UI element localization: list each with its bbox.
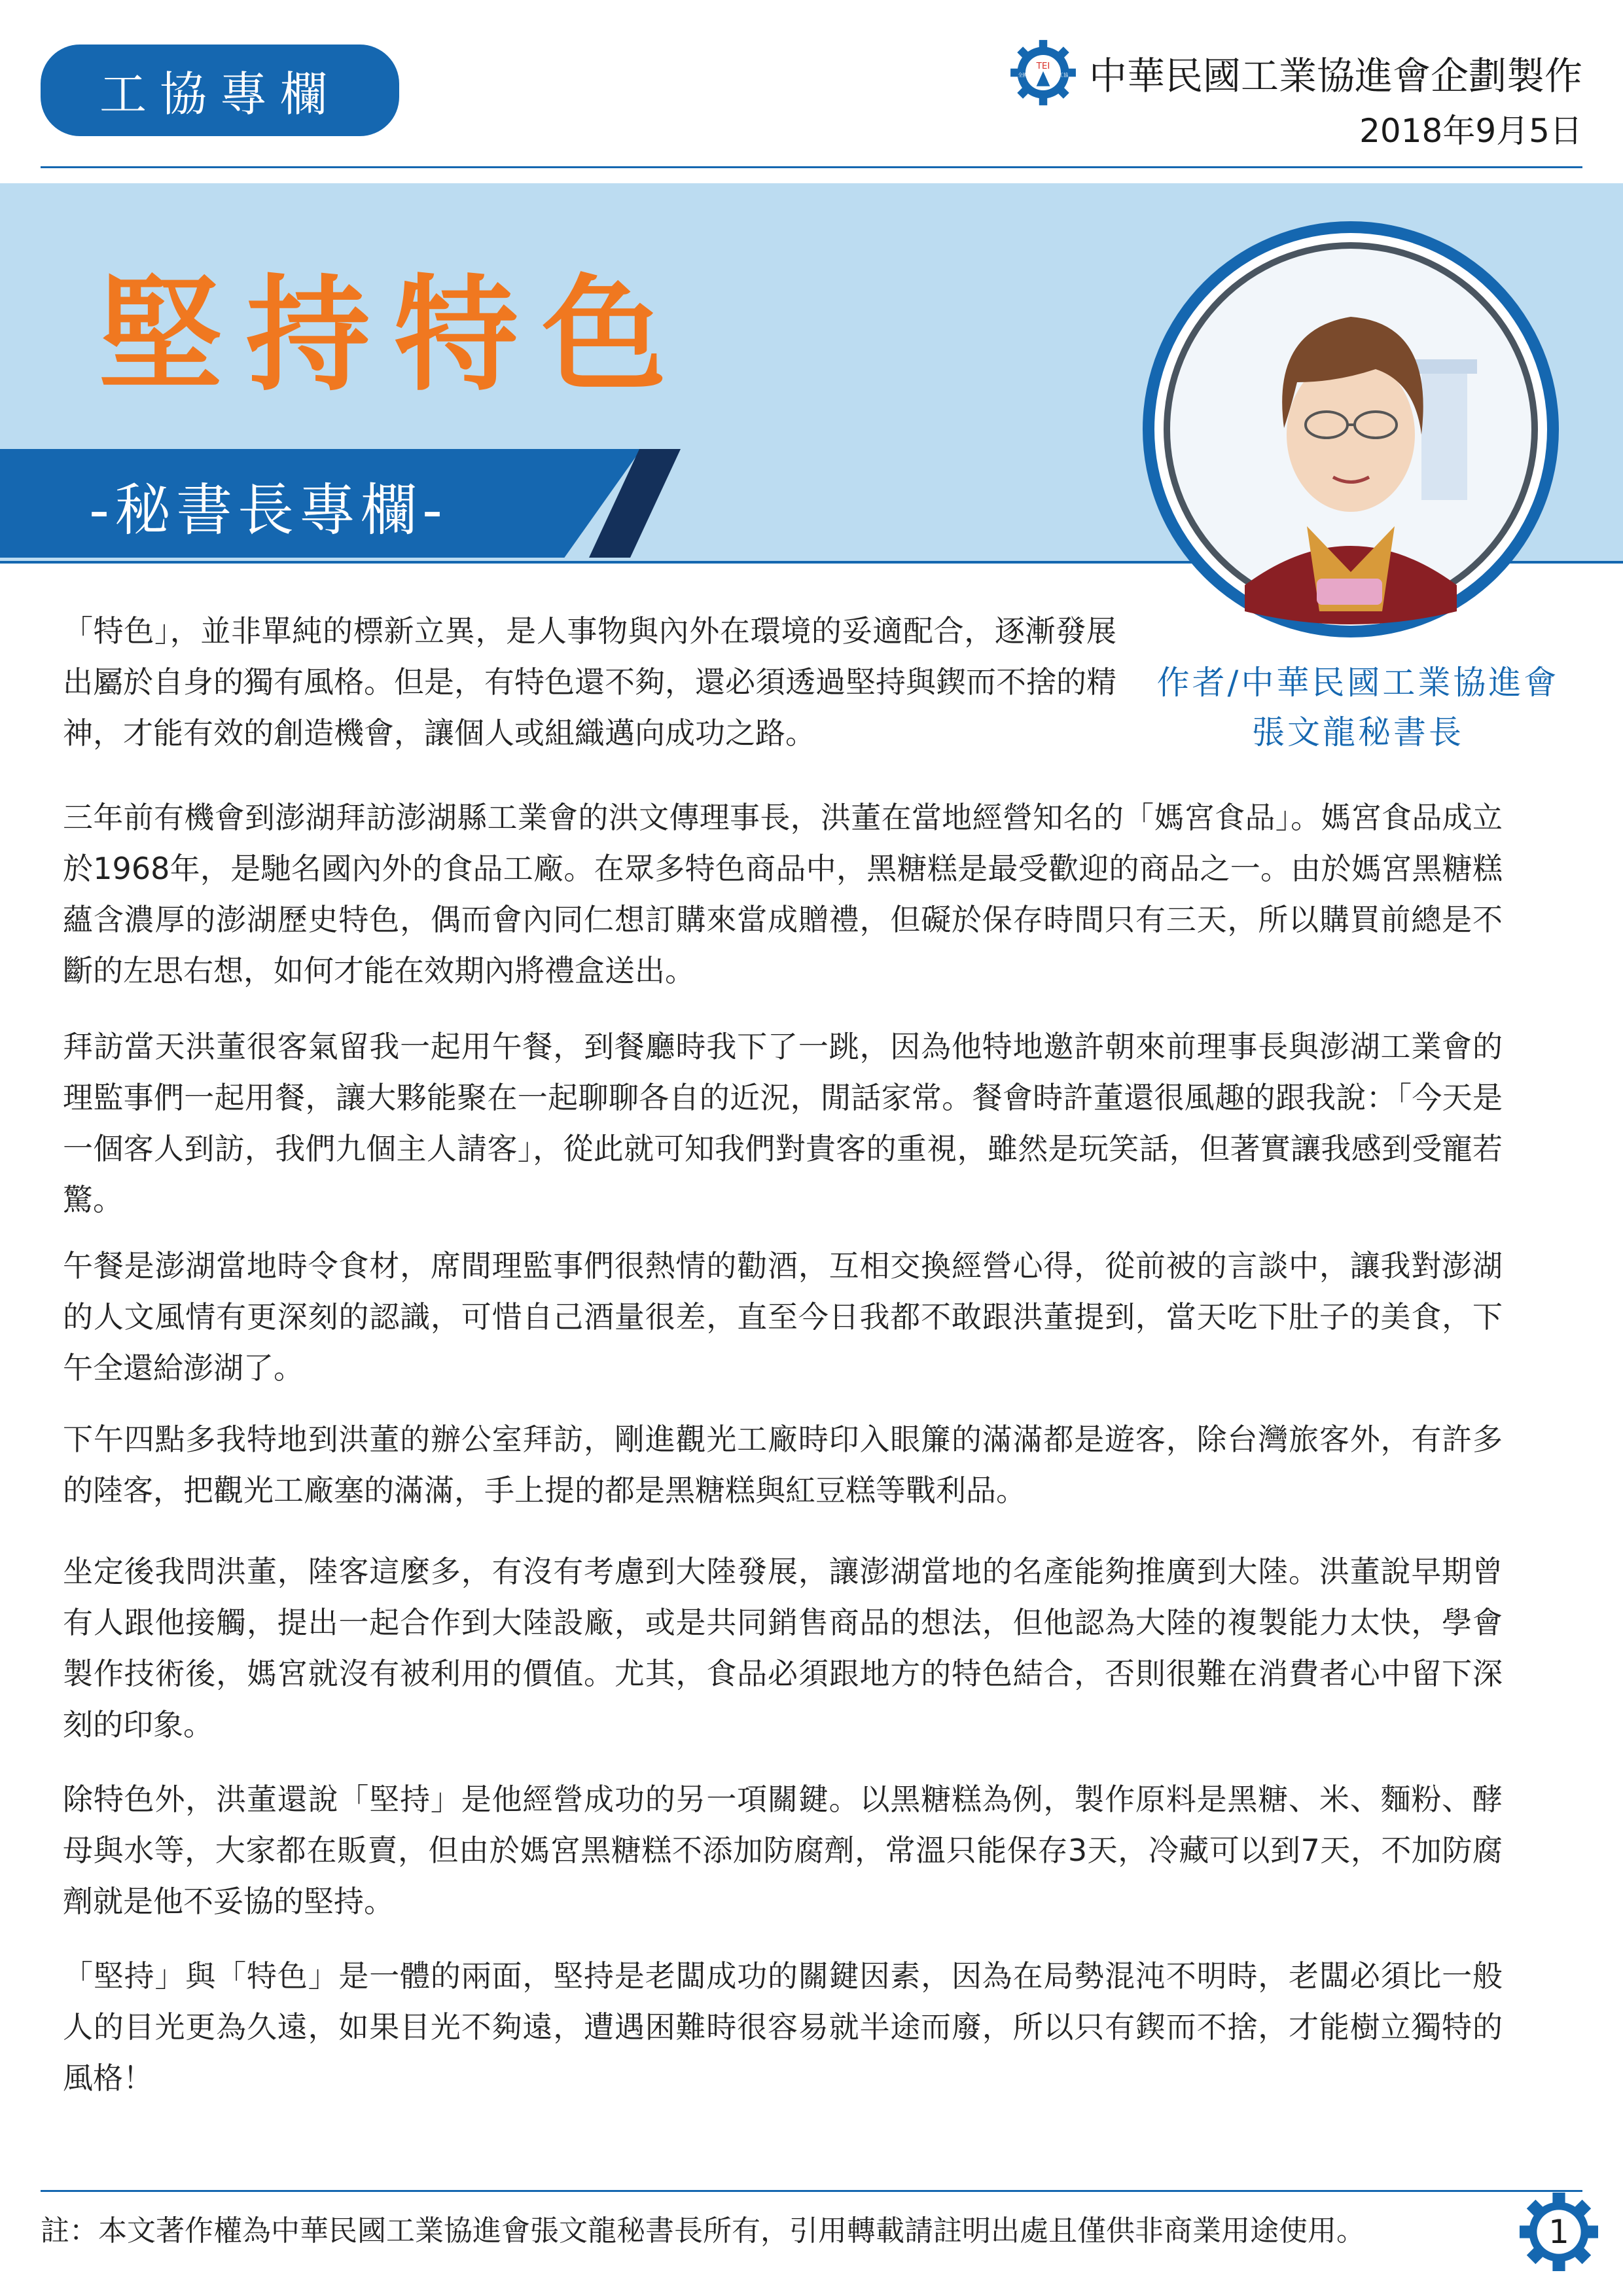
paragraph-5: 下午四點多我特地到洪董的辦公室拜訪，剛進觀光工廠時印入眼簾的滿滿都是遊客，除台灣旅客外，有許多的陸客，把觀光工廠塞的滿滿，手上提的都是黑糖糕與紅豆糕等戰利品。 <box>63 1422 1503 1508</box>
article-title: 堅持特色 <box>98 262 690 408</box>
paragraph-4: 午餐是澎湖當地時令食材，席間理監事們很熱情的勸酒，互相交換經營心得，從前被的言談中，讓我對澎湖的人文風情有更深刻的認識，可惜自己酒量很差，直至今日我都不敢跟洪董提到，當天吃下肚子的美食，下午全還給澎湖了。 <box>63 1248 1503 1386</box>
author-line-2: 張文龍秘書長 <box>1252 713 1464 751</box>
author-portrait <box>1140 219 1561 640</box>
gear-logo-icon <box>1009 39 1077 107</box>
footer-divider <box>41 2190 1582 2192</box>
column-badge: 工協專欄 <box>41 45 399 136</box>
author-line-1: 作者/中華民國工業協進會 <box>1156 664 1560 702</box>
logo-text-right: 工協 <box>1058 72 1069 79</box>
logo-text-left: 全國 <box>1018 72 1028 79</box>
portrait-hands <box>1317 579 1382 605</box>
paragraph-3: 拜訪當天洪董很客氣留我一起用午餐，到餐廳時我下了一跳，因為他特地邀許朝來前理事長與澎湖工業會的理監事們一起用餐，讓大夥能聚在一起聊聊各自的近況，閒話家常。餐會時許董還很風趣的跟我說：「今天是一個客人到訪，我們九個主人請客」，從此就可知我們對貴客的重視，雖然是玩笑話，但著實讓我感到受寵若驚。 <box>63 1029 1503 1217</box>
page-number: 1 <box>1548 2213 1569 2251</box>
organization-header <box>1009 43 1582 102</box>
paragraph-2: 三年前有機會到澎湖拜訪澎湖縣工業會的洪文傳理事長，洪董在當地經營知名的「媽宮食品」。媽宮食品成立於1968年，是馳名國內外的食品工廠。在眾多特色商品中，黑糖糕是最受歡迎的商品之一。由於媽宮黑糖糕蘊含濃厚的澎湖歷史特色，偶而會內同仁想訂購來當成贈禮，但礙於保存時間只有三天，所以購買前總是不斷的左思右想，如何才能在效期內將禮盒送出。 <box>63 800 1503 988</box>
organization-name: 中華民國工業協進會企劃製作 <box>1088 54 1582 98</box>
publish-date: 2018年9月5日 <box>1359 112 1582 150</box>
paragraph-7: 除特色外，洪董還說「堅持」是他經營成功的另一項關鍵。以黑糖糕為例，製作原料是黑糖、米、麵粉、酵母與水等，大家都在販賣，但由於媽宮黑糖糕不添加防腐劑，常溫只能保存3天，冷藏可以到7天，不加防腐劑就是他不妥協的堅持。 <box>63 1782 1503 1919</box>
paragraph-8: 「堅持」與「特色」是一體的兩面，堅持是老闆成功的關鍵因素，因為在局勢混沌不明時，老闆必須比一般人的目光更為久遠，如果目光不夠遠，遭遇困難時很容易就半途而廢，所以只有鍥而不捨，才能樹立獨特的風格！ <box>63 1958 1503 2096</box>
paragraph-1: 「特色」，並非單純的標新立異，是人事物與內外在環境的妥適配合，逐漸發展出屬於自身的獨有風格。但是，有特色還不夠，還必須透過堅持與鍥而不捨的精神，才能有效的創造機會，讓個人或組織邁向成功之路。 <box>63 613 1116 751</box>
copyright-note: 註：本文著作權為中華民國工業協進會張文龍秘書長所有，引用轉載請註明出處且僅供非商業用途使用。 <box>41 2214 1365 2248</box>
header-divider <box>41 166 1582 168</box>
logo-text-center: TEI <box>1036 60 1050 71</box>
author-credit <box>1135 658 1580 757</box>
paragraph-6: 坐定後我問洪董，陸客這麼多，有沒有考慮到大陸發展，讓澎湖當地的名產能夠推廣到大陸。洪董說早期曾有人跟他接觸，提出一起合作到大陸設廠，或是共同銷售商品的想法，但他認為大陸的複製能力太快，學會製作技術後，媽宮就沒有被利用的價值。尤其，食品必須跟地方的特色結合，否則很難在消費者心中留下深刻的印象。 <box>63 1554 1503 1742</box>
article-subtitle: -秘書長專欄- <box>89 478 448 543</box>
